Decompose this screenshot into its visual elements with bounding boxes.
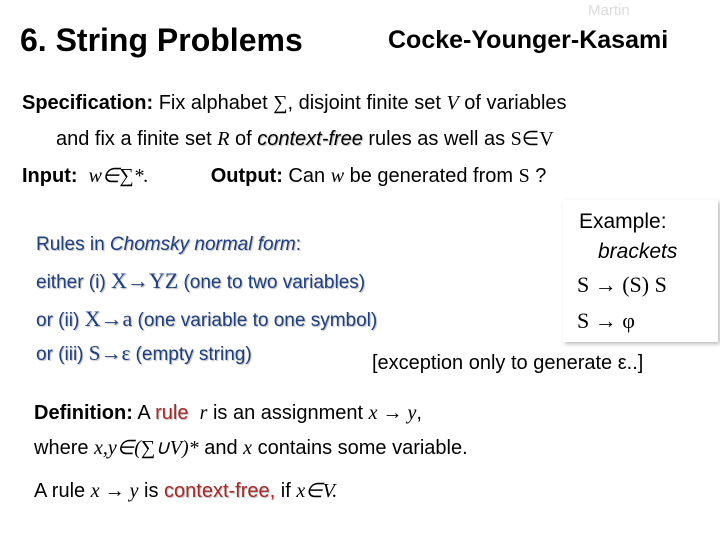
rule-term: rule bbox=[155, 402, 189, 424]
rule-ii-note: (one variable to one symbol) bbox=[132, 310, 378, 331]
rules-header-colon: : bbox=[295, 234, 302, 255]
output-w: w bbox=[330, 165, 345, 187]
rules-header-text: Rules in bbox=[36, 234, 110, 255]
chomsky-normal-form-term: Chomsky normal form bbox=[109, 234, 296, 255]
rule-ii-prefix: or (ii) bbox=[36, 310, 85, 331]
output-s: S bbox=[518, 165, 530, 187]
definition-label: Definition: bbox=[34, 402, 133, 424]
spec-text-5: of bbox=[229, 128, 258, 150]
spec-text-2: , disjoint finite set bbox=[287, 92, 447, 114]
specification-label: Specification: bbox=[22, 92, 154, 114]
rule-iii-note: (empty string) bbox=[130, 344, 252, 365]
context-free-term: context-free bbox=[257, 128, 363, 150]
example-rule-2: S → φ bbox=[577, 308, 635, 333]
string-set-expr: x,y∈(∑∪V)* bbox=[94, 437, 199, 459]
spec-text-3: of variables bbox=[458, 92, 567, 114]
specification-line-2 bbox=[56, 126, 554, 151]
rule-set-r: R bbox=[217, 128, 230, 150]
context-free-highlight: context-free, bbox=[164, 480, 276, 502]
sigma-symbol: ∑ bbox=[273, 92, 288, 114]
example-rule-1: S → (S) S bbox=[577, 272, 667, 297]
output-question: ? bbox=[529, 165, 547, 187]
definition-text-6: contains some variable. bbox=[252, 437, 468, 459]
cf-text-1: A rule bbox=[34, 480, 91, 502]
exception-note: [exception only to generate ε..] bbox=[372, 352, 644, 374]
definition-line-1 bbox=[34, 402, 422, 425]
rule-i-expr: X→YZ bbox=[110, 268, 179, 293]
input-expr: w∈∑*. bbox=[88, 165, 149, 187]
watermark: Martin bbox=[588, 2, 630, 19]
rule-i bbox=[36, 263, 377, 301]
spec-text-1: Fix alphabet bbox=[153, 92, 274, 114]
rule-i-prefix: either (i) bbox=[36, 272, 111, 293]
output-text: Can bbox=[282, 165, 331, 187]
context-free-line bbox=[34, 478, 337, 503]
definition-text-4: where bbox=[34, 437, 95, 459]
output-label: Output: bbox=[210, 165, 283, 187]
cf-text-2: is bbox=[138, 480, 165, 502]
input-label: Input: bbox=[22, 165, 78, 187]
variable-set-v: V bbox=[446, 92, 459, 114]
chomsky-rules bbox=[36, 227, 377, 339]
rule-ii bbox=[36, 301, 377, 339]
rule-iii-expr: S→ε bbox=[88, 341, 131, 365]
specification-line-1 bbox=[22, 92, 567, 115]
rule-iii-prefix: or (iii) bbox=[36, 344, 89, 365]
rule-r: r bbox=[199, 402, 208, 424]
rules-header bbox=[36, 227, 377, 263]
definition-line-2 bbox=[34, 435, 468, 460]
rule-iii bbox=[36, 341, 252, 366]
spec-text-4: and fix a finite set bbox=[56, 128, 218, 150]
example-title: Example: bbox=[579, 210, 667, 233]
definition-text-2: is an assignment bbox=[207, 402, 369, 424]
output-text-2: be generated from bbox=[344, 165, 519, 187]
cf-expr: x → y bbox=[90, 480, 139, 502]
spec-text-6: rules as well as bbox=[362, 128, 511, 150]
rule-i-note: (one to two variables) bbox=[178, 272, 366, 293]
cf-text-3: if bbox=[275, 480, 297, 502]
start-symbol-expr: S∈V bbox=[510, 128, 554, 150]
slide-subtitle: Cocke-Younger-Kasami bbox=[388, 26, 669, 54]
example-subtitle: brackets bbox=[598, 240, 678, 263]
definition-text-1: A bbox=[132, 402, 156, 424]
input-output-line bbox=[22, 163, 546, 188]
definition-comma: , bbox=[416, 402, 422, 424]
cf-expr-2: x∈V. bbox=[296, 480, 338, 502]
slide-title: 6. String Problems bbox=[20, 22, 303, 58]
rule-expr: x → y bbox=[368, 402, 417, 424]
rule-ii-expr: X→a bbox=[84, 306, 133, 331]
definition-x: x bbox=[243, 437, 253, 459]
definition-text-5: and bbox=[198, 437, 244, 459]
